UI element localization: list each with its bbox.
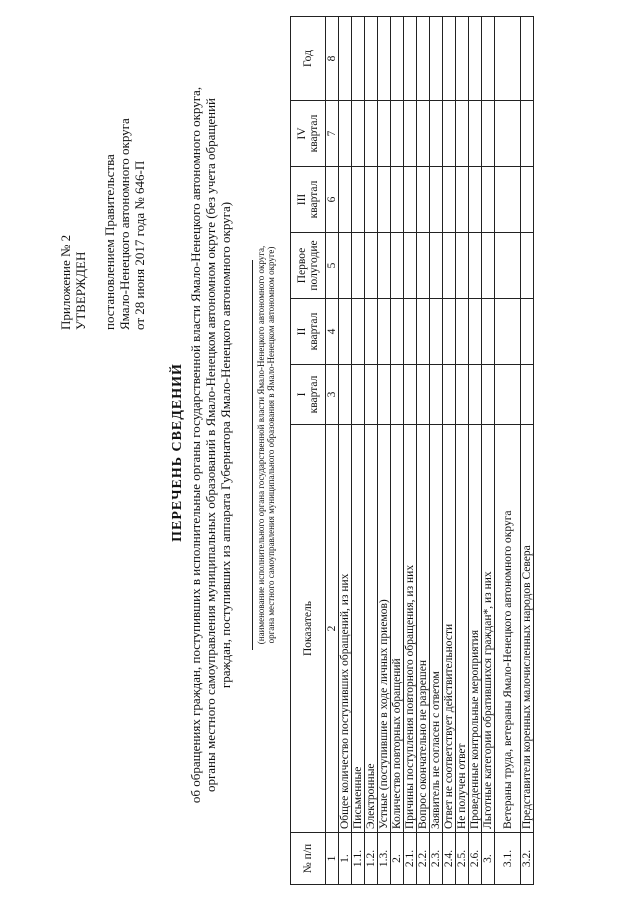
column-number-row bbox=[326, 17, 339, 885]
value-cell[interactable] bbox=[443, 365, 456, 425]
note-line: (наименование исполнительного органа государственной власти Ямало-Ненецкого автономного округа, bbox=[256, 245, 266, 645]
col-header-num: № п/п bbox=[291, 833, 326, 885]
value-cell[interactable] bbox=[495, 167, 521, 233]
row-indicator: Не получен ответ bbox=[456, 425, 469, 833]
value-cell[interactable] bbox=[391, 17, 404, 101]
row-indicator: Заявитель не согласен с ответом bbox=[430, 425, 443, 833]
value-cell[interactable] bbox=[521, 101, 534, 167]
row-indicator: Электронные bbox=[365, 425, 378, 833]
value-cell[interactable] bbox=[378, 167, 391, 233]
row-indicator: Письменные bbox=[352, 425, 365, 833]
col-number: 8 bbox=[326, 17, 339, 101]
value-cell[interactable] bbox=[495, 299, 521, 365]
value-cell[interactable] bbox=[456, 167, 469, 233]
table-row bbox=[456, 17, 469, 885]
value-cell[interactable] bbox=[404, 233, 417, 299]
value-cell[interactable] bbox=[443, 233, 456, 299]
row-number: 2.6. bbox=[469, 833, 482, 885]
col-number: 1 bbox=[326, 833, 339, 885]
value-cell[interactable] bbox=[482, 17, 495, 101]
note-line: органа местного самоуправления муниципального образования в Ямало-Ненецком автономном округе) bbox=[266, 246, 276, 644]
table-row bbox=[417, 17, 430, 885]
value-cell[interactable] bbox=[352, 365, 365, 425]
value-cell[interactable] bbox=[430, 17, 443, 101]
col-header-h1: Первое полугодие bbox=[291, 233, 326, 299]
approved-label: УТВЕРЖДЕН bbox=[73, 251, 88, 330]
value-cell[interactable] bbox=[378, 101, 391, 167]
subtitle-line: органы местного самоуправления муниципальных образований в Ямало-Ненецком автономном округе (без учета обращений bbox=[203, 97, 218, 793]
row-number: 2.1. bbox=[404, 833, 417, 885]
row-number: 2.3. bbox=[430, 833, 443, 885]
value-cell[interactable] bbox=[391, 167, 404, 233]
decree-line: от 28 июня 2017 года № 646-П bbox=[132, 160, 147, 330]
value-cell[interactable] bbox=[482, 167, 495, 233]
value-cell[interactable] bbox=[404, 299, 417, 365]
value-cell[interactable] bbox=[352, 17, 365, 101]
value-cell[interactable] bbox=[469, 17, 482, 101]
table-row bbox=[430, 17, 443, 885]
row-number: 1.2. bbox=[365, 833, 378, 885]
value-cell[interactable] bbox=[404, 167, 417, 233]
value-cell[interactable] bbox=[443, 167, 456, 233]
value-cell[interactable] bbox=[391, 233, 404, 299]
col-header-q3: III квартал bbox=[291, 167, 326, 233]
value-cell[interactable] bbox=[365, 365, 378, 425]
col-number: 3 bbox=[326, 365, 339, 425]
value-cell[interactable] bbox=[417, 365, 430, 425]
table-row bbox=[404, 17, 417, 885]
value-cell[interactable] bbox=[365, 167, 378, 233]
row-indicator: Вопрос окончательно не разрешен bbox=[417, 425, 430, 833]
approval-header bbox=[58, 100, 147, 330]
value-cell[interactable] bbox=[417, 101, 430, 167]
value-cell[interactable] bbox=[482, 299, 495, 365]
value-cell[interactable] bbox=[456, 17, 469, 101]
row-number: 3. bbox=[482, 833, 495, 885]
value-cell[interactable] bbox=[378, 17, 391, 101]
value-cell[interactable] bbox=[404, 17, 417, 101]
value-cell[interactable] bbox=[443, 17, 456, 101]
value-cell[interactable] bbox=[365, 17, 378, 101]
value-cell[interactable] bbox=[339, 167, 352, 233]
value-cell[interactable] bbox=[521, 233, 534, 299]
value-cell[interactable] bbox=[391, 365, 404, 425]
value-cell[interactable] bbox=[430, 101, 443, 167]
row-indicator: Причины поступления повторного обращения, из них bbox=[404, 425, 417, 833]
fill-in-line bbox=[252, 260, 253, 650]
appendix-label: Приложение № 2 bbox=[58, 234, 73, 330]
value-cell[interactable] bbox=[339, 17, 352, 101]
fill-in-note bbox=[256, 165, 276, 725]
table-header-row bbox=[291, 17, 326, 885]
value-cell[interactable] bbox=[469, 365, 482, 425]
value-cell[interactable] bbox=[456, 299, 469, 365]
value-cell[interactable] bbox=[339, 365, 352, 425]
value-cell[interactable] bbox=[404, 365, 417, 425]
row-number: 1. bbox=[339, 833, 352, 885]
col-number: 7 bbox=[326, 101, 339, 167]
table-row bbox=[391, 17, 404, 885]
col-number: 5 bbox=[326, 233, 339, 299]
value-cell[interactable] bbox=[495, 101, 521, 167]
row-indicator: Ветераны труда, ветераны Ямало-Ненецкого автономного округа bbox=[495, 425, 521, 833]
value-cell[interactable] bbox=[391, 101, 404, 167]
value-cell[interactable] bbox=[521, 299, 534, 365]
value-cell[interactable] bbox=[352, 299, 365, 365]
col-header-q4: IV квартал bbox=[291, 101, 326, 167]
value-cell[interactable] bbox=[365, 299, 378, 365]
value-cell[interactable] bbox=[456, 365, 469, 425]
value-cell[interactable] bbox=[443, 299, 456, 365]
value-cell[interactable] bbox=[469, 233, 482, 299]
value-cell[interactable] bbox=[417, 167, 430, 233]
col-number: 4 bbox=[326, 299, 339, 365]
value-cell[interactable] bbox=[378, 233, 391, 299]
table-row bbox=[482, 17, 495, 885]
row-number: 2.4. bbox=[443, 833, 456, 885]
table-row bbox=[339, 17, 352, 885]
value-cell[interactable] bbox=[469, 167, 482, 233]
row-indicator: Количество повторных обращений bbox=[391, 425, 404, 833]
value-cell[interactable] bbox=[456, 101, 469, 167]
value-cell[interactable] bbox=[521, 365, 534, 425]
value-cell[interactable] bbox=[417, 17, 430, 101]
value-cell[interactable] bbox=[495, 17, 521, 101]
document-title: ПЕРЕЧЕНЬ СВЕДЕНИЙ bbox=[170, 363, 185, 542]
value-cell[interactable] bbox=[339, 233, 352, 299]
value-cell[interactable] bbox=[469, 299, 482, 365]
value-cell[interactable] bbox=[495, 365, 521, 425]
value-cell[interactable] bbox=[404, 101, 417, 167]
row-indicator: Льготные категории обратившихся граждан*, из них bbox=[482, 425, 495, 833]
value-cell[interactable] bbox=[469, 101, 482, 167]
value-cell[interactable] bbox=[456, 233, 469, 299]
col-header-q2: II квартал bbox=[291, 299, 326, 365]
row-indicator: Устные (поступившие в ходе личных приемов) bbox=[378, 425, 391, 833]
row-number: 1.3. bbox=[378, 833, 391, 885]
value-cell[interactable] bbox=[430, 365, 443, 425]
row-number: 2.5. bbox=[456, 833, 469, 885]
col-number: 2 bbox=[326, 425, 339, 833]
value-cell[interactable] bbox=[339, 299, 352, 365]
col-header-indicator: Показатель bbox=[291, 425, 326, 833]
value-cell[interactable] bbox=[417, 299, 430, 365]
value-cell[interactable] bbox=[430, 233, 443, 299]
table-row bbox=[365, 17, 378, 885]
row-number: 3.2. bbox=[521, 833, 534, 885]
col-number: 6 bbox=[326, 167, 339, 233]
subtitle-line: граждан, поступивших из аппарата Губернатора Ямало-Ненецкого автономного округа) bbox=[218, 201, 233, 689]
col-header-year: Год bbox=[291, 17, 326, 101]
table-row bbox=[521, 17, 534, 885]
table-row bbox=[469, 17, 482, 885]
value-cell[interactable] bbox=[482, 101, 495, 167]
row-indicator: Общее количество поступивших обращений, из них bbox=[339, 425, 352, 833]
statistics-table bbox=[290, 16, 534, 885]
row-number: 2. bbox=[391, 833, 404, 885]
decree-line: постановлением Правительства bbox=[102, 154, 117, 330]
value-cell[interactable] bbox=[521, 167, 534, 233]
row-number: 2.2. bbox=[417, 833, 430, 885]
value-cell[interactable] bbox=[495, 233, 521, 299]
col-header-q1: I квартал bbox=[291, 365, 326, 425]
value-cell[interactable] bbox=[430, 167, 443, 233]
row-number: 3.1. bbox=[495, 833, 521, 885]
value-cell[interactable] bbox=[365, 233, 378, 299]
value-cell[interactable] bbox=[378, 365, 391, 425]
row-number: 1.1. bbox=[352, 833, 365, 885]
row-indicator: Ответ не соответствует действительности bbox=[443, 425, 456, 833]
table-row bbox=[352, 17, 365, 885]
value-cell[interactable] bbox=[365, 101, 378, 167]
row-indicator: Проведенные контрольные мероприятия bbox=[469, 425, 482, 833]
value-cell[interactable] bbox=[391, 299, 404, 365]
table-row bbox=[495, 17, 521, 885]
value-cell[interactable] bbox=[443, 101, 456, 167]
value-cell[interactable] bbox=[352, 233, 365, 299]
row-indicator: Представители коренных малочисленных народов Севера bbox=[521, 425, 534, 833]
value-cell[interactable] bbox=[417, 233, 430, 299]
value-cell[interactable] bbox=[482, 365, 495, 425]
value-cell[interactable] bbox=[521, 17, 534, 101]
table-row bbox=[378, 17, 391, 885]
value-cell[interactable] bbox=[352, 167, 365, 233]
decree-line: Ямало-Ненецкого автономного округа bbox=[117, 118, 132, 330]
table-row bbox=[443, 17, 456, 885]
value-cell[interactable] bbox=[482, 233, 495, 299]
value-cell[interactable] bbox=[339, 101, 352, 167]
value-cell[interactable] bbox=[352, 101, 365, 167]
subtitle-line: об обращениях граждан, поступивших в исполнительные органы государственной власти Ямало-Ненецкого автономного округа, bbox=[188, 86, 203, 804]
value-cell[interactable] bbox=[430, 299, 443, 365]
value-cell[interactable] bbox=[378, 299, 391, 365]
document-subtitle bbox=[188, 65, 233, 825]
